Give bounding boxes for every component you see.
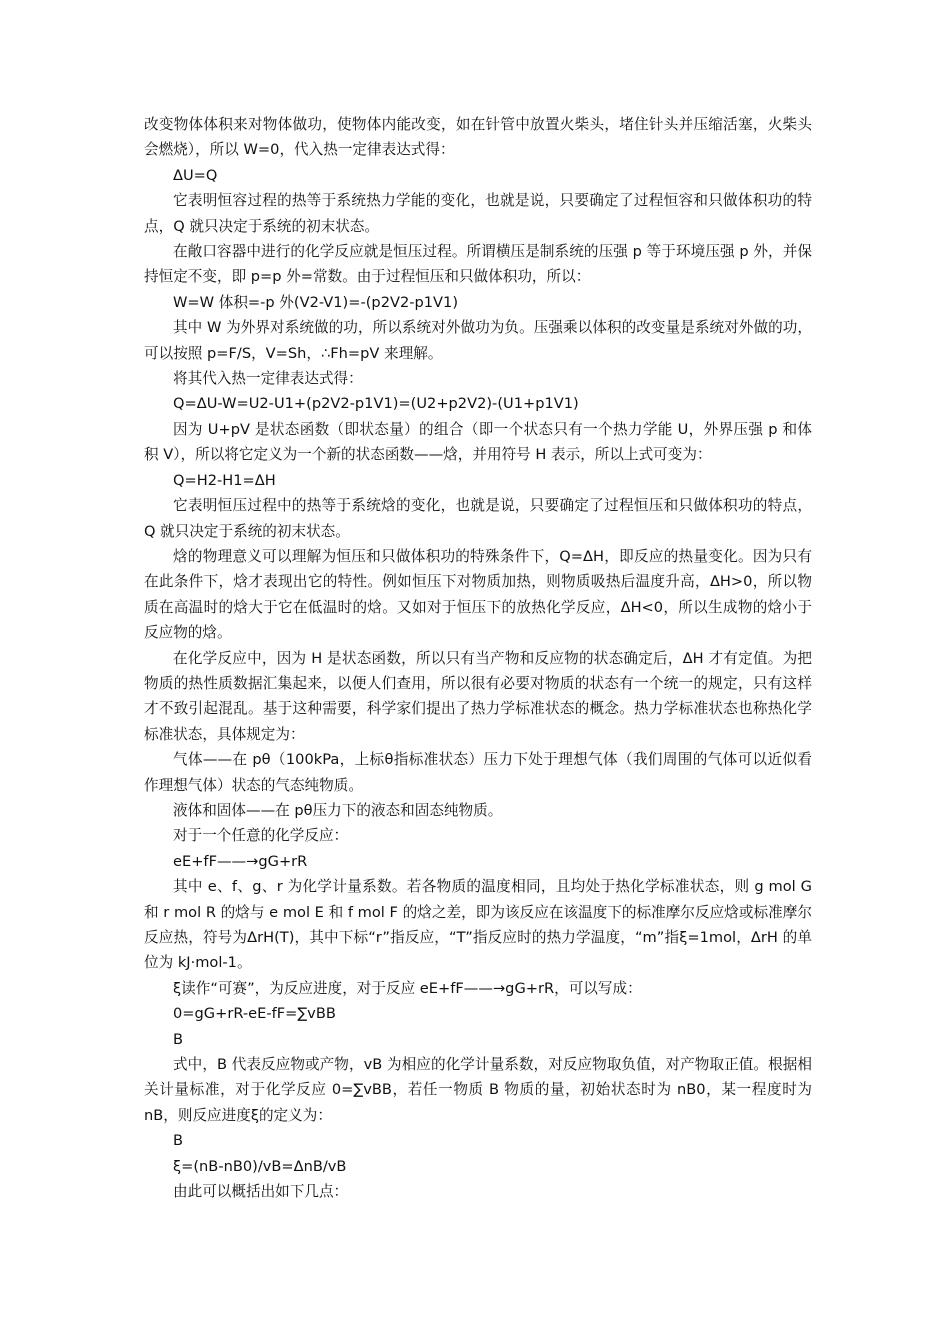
formula: B — [173, 1030, 184, 1048]
paragraph: 其中 W 为外界对系统做的功，所以系统对外做功为负。压强乘以体积的改变量是系统对外做的功，可以按照 p=F/S，V=Sh，∴Fh=pV 来理解。 — [144, 319, 812, 362]
formula: eE+fF——→gG+rR — [173, 852, 308, 870]
paragraph: 在化学反应中，因为 H 是状态函数，所以只有当产物和反应物的状态确定后，ΔH 才有定值。为把物质的热性质数据汇集起来，以便人们查用，所以很有必要对物质的状态有一个统一的规定，只有这样才不致引起混乱。基于这种需要，科学家们提出了热力学标准状态的概念。热力学标准状态也称热化学标准状态，具体规定为： — [144, 649, 812, 743]
formula: W=W 体积=-p 外(V2-V1)=-(p2V2-p1V1) — [173, 293, 459, 311]
document-page — [144, 112, 812, 1204]
paragraph: 将其代入热一定律表达式得： — [173, 370, 363, 388]
paragraph: 由此可以概括出如下几点： — [173, 1183, 349, 1201]
formula: 0=gG+rR-eE-fF=∑vBB — [173, 1005, 336, 1023]
paragraph: 改变物体体积来对物体做功，使物体内能改变，如在针管中放置火柴头，堵住针头并压缩活塞，火柴头会燃烧），所以 W=0，代入热一定律表达式得： — [144, 116, 812, 159]
paragraph: 焓的物理意义可以理解为恒压和只做体积功的特殊条件下，Q=ΔH，即反应的热量变化。因为只有在此条件下，焓才表现出它的特性。例如恒压下对物质加热，则物质吸热后温度升高，ΔH>0，所以物质在高温时的焓大于它在低温时的焓。又如对于恒压下的放热化学反应，ΔH<0，所以生成物的焓小于反应物的焓。 — [144, 547, 812, 642]
formula: Q=ΔU-W=U2-U1+(p2V2-p1V1)=(U2+p2V2)-(U1+p1V1) — [173, 395, 579, 413]
formula: Q=H2-H1=ΔH — [173, 471, 276, 489]
paragraph: 式中，B 代表反应物或产物，vB 为相应的化学计量系数，对反应物取负值，对产物取正值。根据相关计量标准，对于化学反应 0=∑vBB，若任一物质 B 物质的量，初始状态时为 nB0，某一程度时为 nB，则反应进度ξ的定义为： — [144, 1056, 812, 1124]
formula: B — [173, 1132, 184, 1150]
paragraph: ξ读作“可赛”，为反应进度，对于反应 eE+fF——→gG+rR，可以写成： — [173, 979, 642, 997]
paragraph: 气体——在 pθ（100kPa，上标θ指标准状态）压力下处于理想气体（我们周围的气体可以近似看作理想气体）状态的气态纯物质。 — [144, 751, 812, 794]
paragraph: 在敞口容器中进行的化学反应就是恒压过程。所谓横压是制系统的压强 p 等于环境压强 p 外，并保持恒定不变，即 p=p 外=常数。由于过程恒压和只做体积功，所以： — [144, 243, 812, 286]
paragraph: 液体和固体——在 pθ压力下的液态和固态纯物质。 — [173, 801, 503, 819]
paragraph: 它表明恒容过程的热等于系统热力学能的变化，也就是说，只要确定了过程恒容和只做体积功的特点，Q 就只决定于系统的初末状态。 — [144, 192, 812, 235]
paragraph: 其中 e、f、g、r 为化学计量系数。若各物质的温度相同，且均处于热化学标准状态，则 g mol G 和 r mol R 的焓与 e mol E 和 f mol F 的焓之差，即为该反应在该温度下的标准摩尔反应焓或标准摩尔反应热，符号为ΔrH(T)，其中下标“r”指反应，“T”指反应时的热力学温度，“m”指ξ=1mol，ΔrH 的单位为 kJ·mol-1。 — [144, 878, 812, 972]
formula: ξ=(nB-nB0)/vB=ΔnB/vB — [173, 1157, 347, 1175]
paragraph: 它表明恒压过程中的热等于系统焓的变化，也就是说，只要确定了过程恒压和只做体积功的特点，Q 就只决定于系统的初末状态。 — [144, 497, 812, 540]
paragraph: 对于一个任意的化学反应： — [173, 827, 349, 845]
formula: ΔU=Q — [173, 166, 218, 184]
paragraph: 因为 U+pV 是状态函数（即状态量）的组合（即一个状态只有一个热力学能 U，外界压强 p 和体积 V），所以将它定义为一个新的状态函数——焓，并用符号 H 表示，所以上式可变为： — [144, 420, 812, 464]
